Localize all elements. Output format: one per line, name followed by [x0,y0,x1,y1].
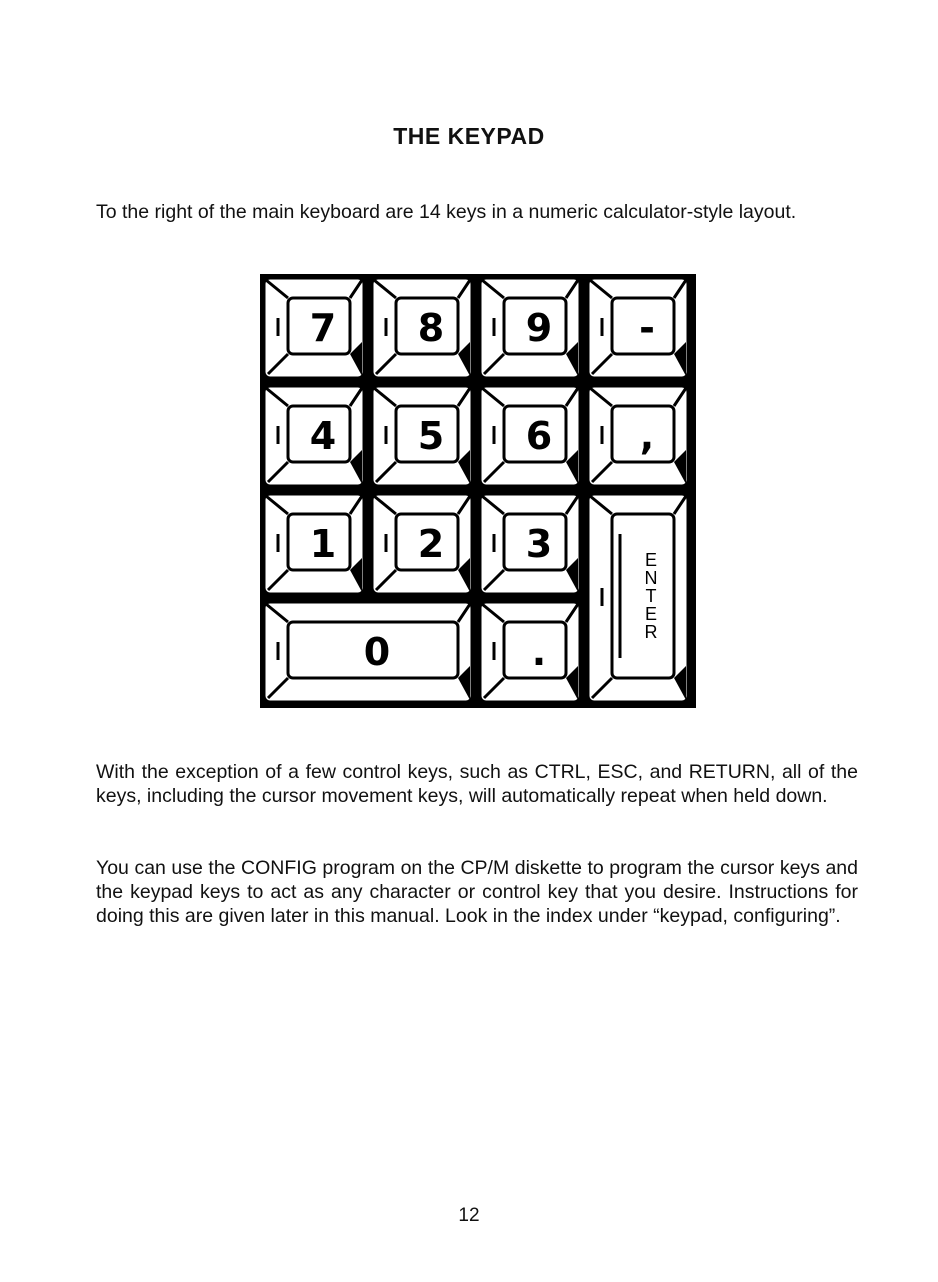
config-paragraph: You can use the CONFIG program on the CP/M diskette to program the cursor keys and the keypad keys to act as any character or control key that you desire. Instructions for doing this are given later in this manual. Look in the index under “keypad, configuring”. [96,857,858,927]
key-1-2-label: 8 [417,306,445,350]
key-2-3 [480,386,580,486]
key-1-1-label: 7 [309,306,337,350]
key-2-2 [372,386,472,486]
key-2-2-label: 5 [417,414,445,458]
key-2-4-label: , [639,414,655,458]
key-2-4 [588,386,688,486]
key-2-1 [264,386,364,486]
key-1-3-label: 9 [525,306,553,350]
key-3-3 [480,494,580,594]
enter-key-letter: N [644,568,658,588]
key-3-3-label: 3 [525,522,553,566]
key-3-2-label: 2 [417,522,445,566]
key-3-1 [264,494,364,594]
enter-key-letter: R [644,622,658,642]
enter-key-letter: E [644,604,658,624]
repeat-keys-paragraph: With the exception of a few control keys, such as CTRL, ESC, and RETURN, all of the keys, including the cursor movement keys, will automatically repeat when held down. [96,761,858,807]
intro-paragraph: To the right of the main keyboard are 14 keys in a numeric calculator-style layout. [96,201,797,223]
keypad-illustration [258,272,698,710]
key-2-3-label: 6 [525,414,553,458]
key-enter [588,494,688,702]
key-3-1-label: 1 [309,522,337,566]
key-1-3 [480,278,580,378]
key-1-4-label: - [639,306,655,350]
key-1-2 [372,278,472,378]
enter-key-letter: T [645,586,657,606]
key-zero-label: 0 [363,630,391,674]
page-title: THE KEYPAD [393,123,545,149]
enter-key-letter: E [644,550,658,570]
key-2-1-label: 4 [309,414,337,458]
page-number: 12 [458,1205,480,1226]
key-decimal [480,602,580,702]
key-1-4 [588,278,688,378]
key-zero [264,602,472,702]
key-decimal-label: . [531,630,547,674]
key-3-2 [372,494,472,594]
keypad-svg [258,272,698,710]
key-1-1 [264,278,364,378]
